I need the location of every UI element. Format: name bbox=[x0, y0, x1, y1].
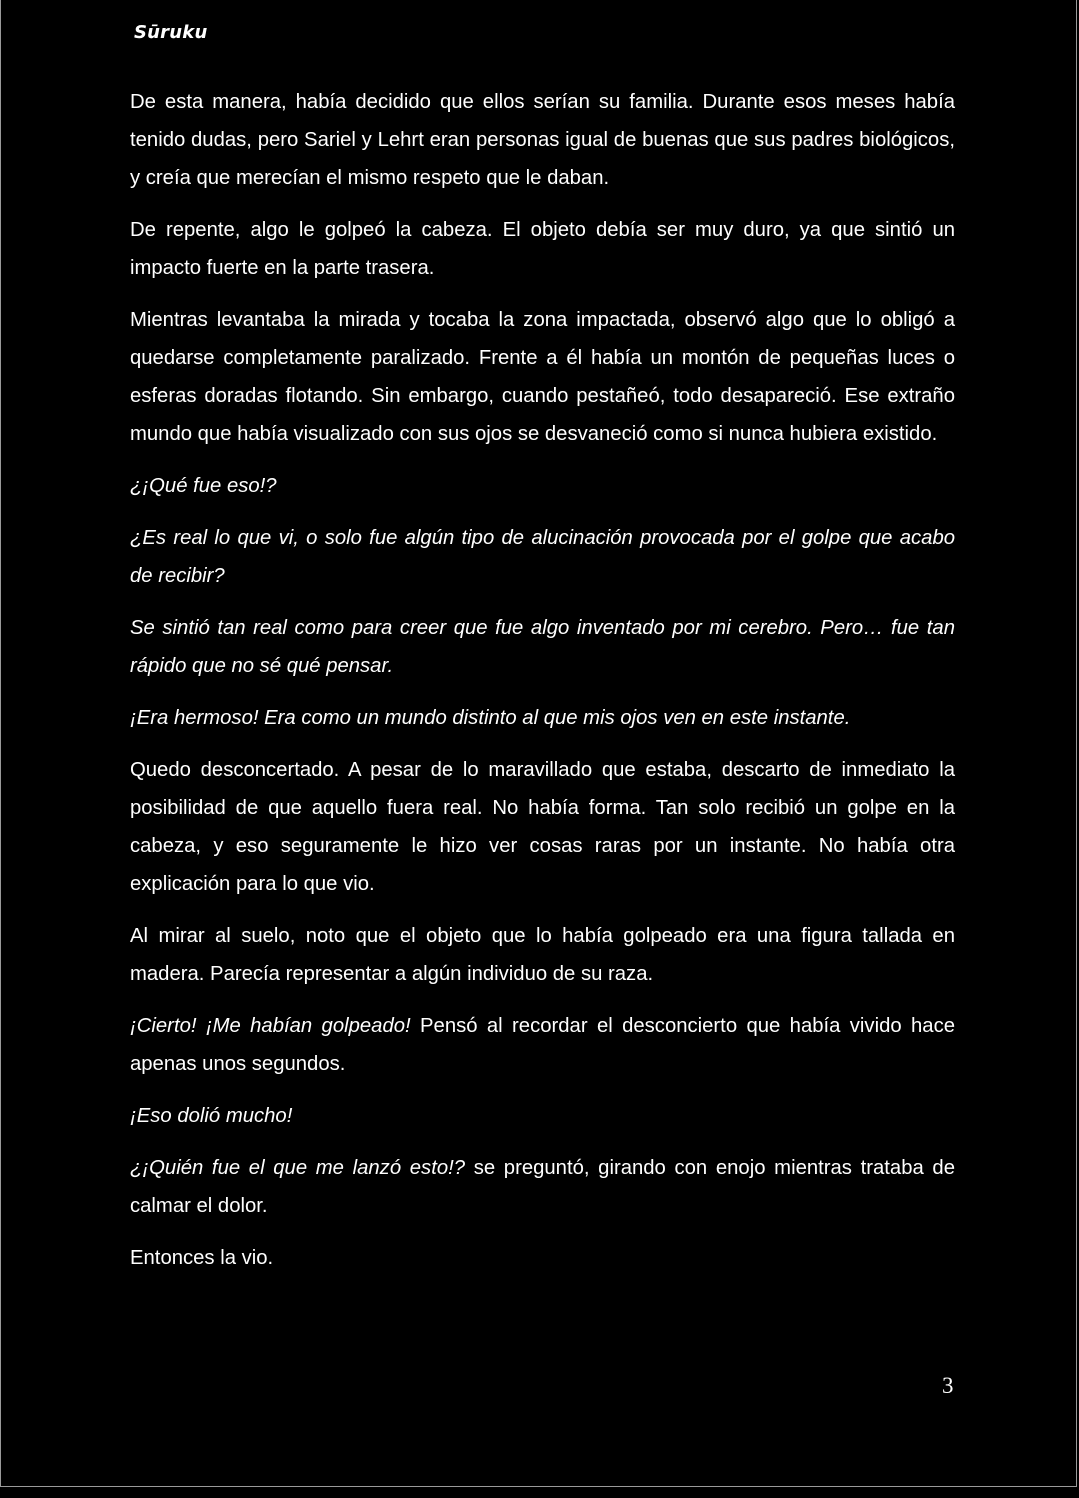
thought-text: ¿Es real lo que vi, o solo fue algún tipo de alucinación provocada por el golpe que acabo de recibir? bbox=[130, 527, 955, 587]
paragraph-thought bbox=[130, 1097, 955, 1135]
paragraph bbox=[130, 917, 955, 993]
thought-text: ¡Eso dolió mucho! bbox=[130, 1105, 293, 1127]
paragraph-thought bbox=[130, 519, 955, 595]
paragraph-mixed bbox=[130, 1149, 955, 1225]
page-number: 3 bbox=[942, 1373, 954, 1398]
paragraph-text: Pensó al recordar el desconcierto que había vivido hace apenas unos segundos. bbox=[130, 1015, 955, 1075]
paragraph-text: De esta manera, había decidido que ellos serían su familia. Durante esos meses había tenido dudas, pero Sariel y Lehrt eran personas igual de buenas que sus padres biológicos, y creía que merecían el mismo respeto que le daban. bbox=[130, 91, 955, 189]
paragraph bbox=[130, 301, 955, 453]
paragraph-text: Entonces la vio. bbox=[130, 1247, 274, 1269]
thought-text: ¿¡Qué fue eso!? bbox=[130, 475, 277, 497]
thought-text: Se sintió tan real como para creer que fue algo inventado por mi cerebro. Pero… fue tan rápido que no sé qué pensar. bbox=[130, 617, 955, 677]
paragraph-thought bbox=[130, 699, 955, 737]
thought-text: ¡Cierto! ¡Me habían golpeado! bbox=[130, 1015, 411, 1037]
thought-text: ¿¡Quién fue el que me lanzó esto!? bbox=[130, 1157, 466, 1179]
paragraph-text: Mientras levantaba la mirada y tocaba la zona impactada, observó algo que lo obligó a quedarse completamente paralizado. Frente a él había un montón de pequeñas luces o esferas doradas flotando. Sin embargo, cuando pestañeó, todo desapareció. Ese extraño mundo que había visualizado con sus ojos se desvaneció como si nunca hubiera existido. bbox=[130, 309, 955, 445]
paragraph-thought bbox=[130, 467, 955, 505]
thought-text: ¡Era hermoso! Era como un mundo distinto al que mis ojos ven en este instante. bbox=[130, 707, 851, 729]
paragraph bbox=[130, 211, 955, 287]
paragraph-text: De repente, algo le golpeó la cabeza. El objeto debía ser muy duro, ya que sintió un impacto fuerte en la parte trasera. bbox=[130, 219, 955, 279]
book-title-header: Sūruku bbox=[134, 22, 208, 43]
paragraph bbox=[130, 751, 955, 903]
paragraph-mixed bbox=[130, 1007, 955, 1083]
paragraph-text: Al mirar al suelo, noto que el objeto que lo había golpeado era una figura tallada en madera. Parecía representar a algún individuo de su raza. bbox=[130, 925, 955, 985]
paragraph-thought bbox=[130, 609, 955, 685]
paragraph bbox=[130, 83, 955, 197]
paragraph bbox=[130, 1239, 955, 1277]
paragraph-text: Quedo desconcertado. A pesar de lo maravillado que estaba, descarto de inmediato la posibilidad de que aquello fuera real. No había forma. Tan solo recibió un golpe en la cabeza, y eso seguramente le hizo ver cosas raras por un instante. No había otra explicación para lo que vio. bbox=[130, 759, 955, 895]
paragraph-text: se preguntó, girando con enojo mientras trataba de calmar el dolor. bbox=[130, 1157, 955, 1217]
body-text bbox=[130, 83, 955, 1291]
